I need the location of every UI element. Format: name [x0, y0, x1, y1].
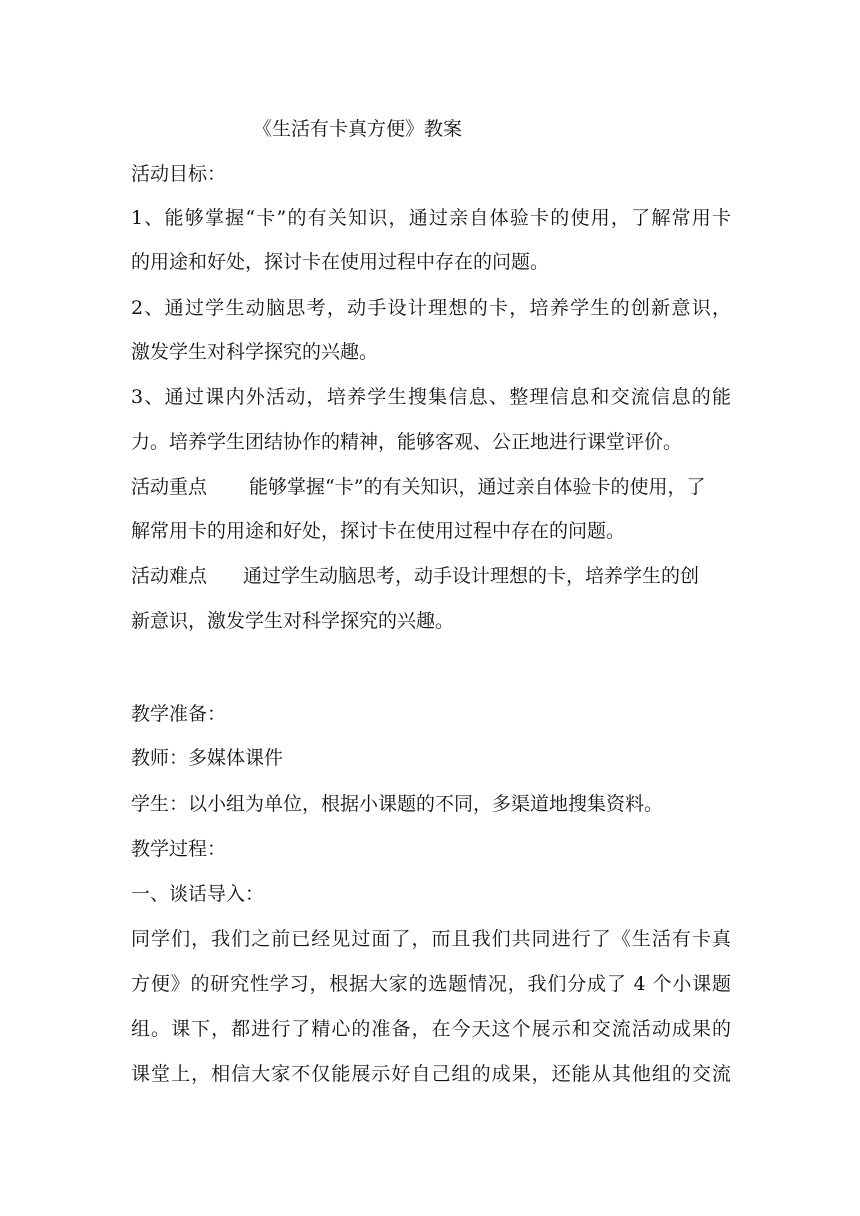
teacher-preparation: 教师：多媒体课件	[131, 747, 284, 769]
intro-paragraph-line-2: 方便》的研究性学习，根据大家的选题情况，我们分成了 4 个小课题	[131, 973, 731, 995]
intro-paragraph-line-3: 组。课下，都进行了精心的准备，在今天这个展示和交流活动成果的	[131, 1018, 731, 1040]
intro-paragraph-line-4: 课堂上，相信大家不仅能展示好自己组的成果，还能从其他组的交流	[131, 1063, 731, 1085]
intro-heading: 一、谈话导入：	[131, 883, 265, 905]
preparation-heading: 教学准备：	[131, 703, 227, 725]
objective-1-line-2: 的用途和好处，探讨卡在使用过程中存在的问题。	[131, 251, 550, 273]
key-point-line-2: 解常用卡的用途和好处，探讨卡在使用过程中存在的问题。	[131, 520, 626, 542]
objective-1-line-1: 1、能够掌握“卡”的有关知识，通过亲自体验卡的使用，了解常用卡	[131, 207, 731, 229]
objective-2-line-1: 2、通过学生动脑思考，动手设计理想的卡，培养学生的创新意识，	[131, 297, 731, 319]
student-preparation: 学生：以小组为单位，根据小课题的不同，多渠道地搜集资料。	[131, 793, 664, 815]
process-heading: 教学过程：	[131, 838, 227, 860]
intro-paragraph-line-1: 同学们，我们之前已经见过面了，而且我们共同进行了《生活有卡真	[131, 928, 731, 950]
difficulty-row	[131, 563, 731, 589]
objective-3-line-2: 力。培养学生团结协作的精神，能够客观、公正地进行课堂评价。	[131, 431, 683, 453]
difficulty-label: 活动难点	[131, 565, 208, 587]
objectives-heading: 活动目标：	[131, 163, 227, 185]
objective-3-line-1: 3、通过课内外活动，培养学生搜集信息、整理信息和交流信息的能	[131, 386, 731, 408]
difficulty-text: 通过学生动脑思考，动手设计理想的卡，培养学生的创	[243, 565, 700, 587]
difficulty-line-2: 新意识，激发学生对科学探究的兴趣。	[131, 610, 455, 632]
key-point-text: 能够掌握“卡”的有关知识，通过亲自体验卡的使用，了	[249, 476, 706, 498]
key-point-label: 活动重点	[131, 476, 208, 498]
key-point-row	[131, 474, 731, 500]
objective-2-line-2: 激发学生对科学探究的兴趣。	[131, 341, 379, 363]
document-title: 《生活有卡真方便》教案	[253, 118, 463, 140]
